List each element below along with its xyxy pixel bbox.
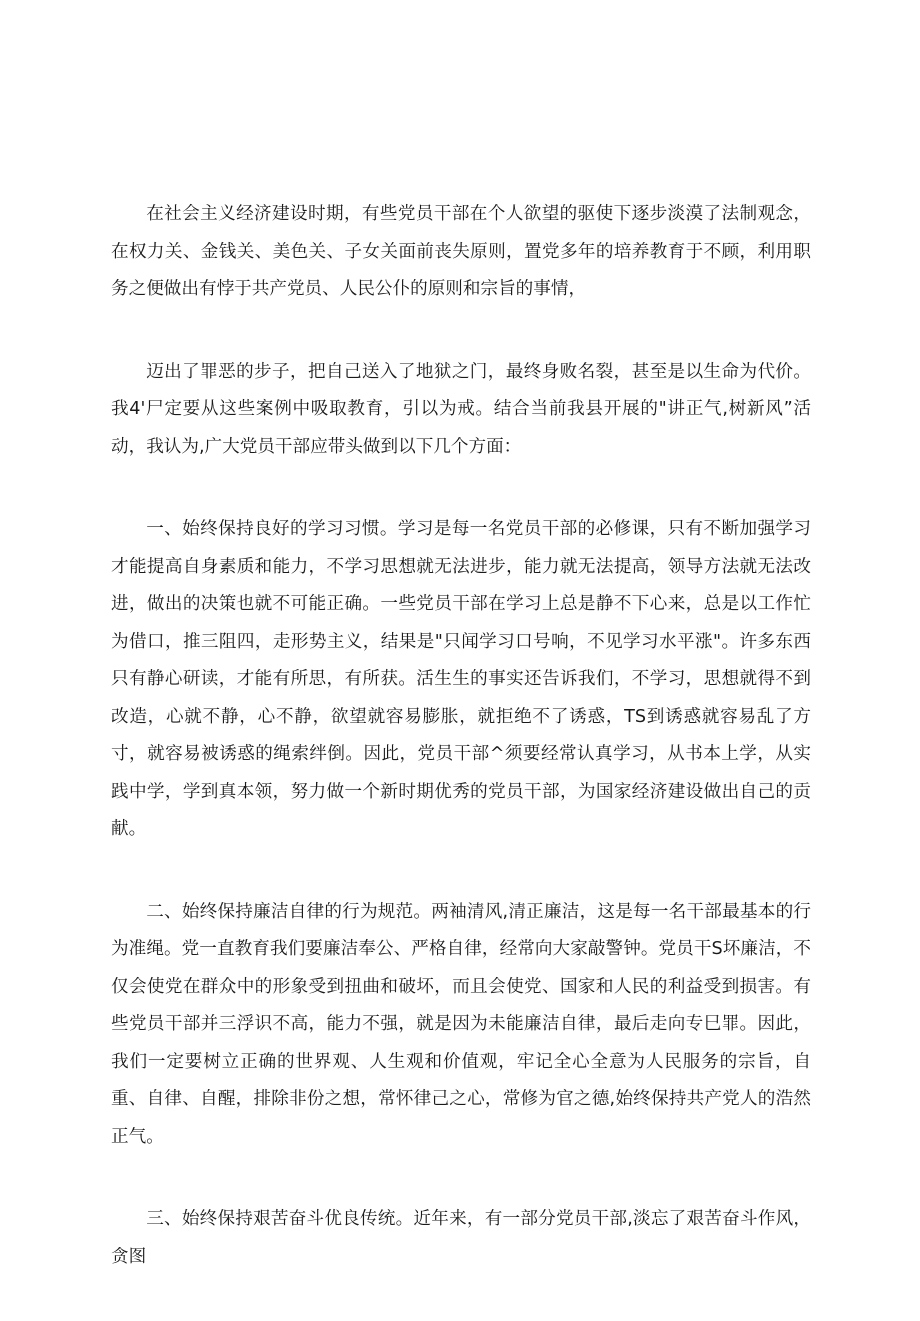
paragraph-5: 三、始终保持艰苦奋斗优良传统。近年来，有一部分党员干部,淡忘了艰苦奋斗作风，贪图 bbox=[111, 1209, 811, 1267]
document-body bbox=[111, 196, 811, 1321]
paragraph-3: 一、始终保持良好的学习习惯。学习是每一名党员干部的必修课，只有不断加强学习才能提高自身素质和能力，不学习思想就无法进步，能力就无法提高，领导方法就无法改进，做出的决策也就不可能正确。一些党员干部在学习上总是静不下心来，总是以工作忙为借口，推三阻四，走形势主义，结果是"只闻学习口号响，不见学习水平涨"。许多东西只有静心研读，才能有所思，有所获。活生生的事实还告诉我们，不学习，思想就得不到改造，心就不静，心不静，欲望就容易膨胀，就拒绝不了诱惑，TS到诱惑就容易乱了方寸，就容易被诱惑的绳索绊倒。因此，党员干部^须要经常认真学习，从书本上学，从实践中学，学到真本领，努力做一个新时期优秀的党员干部，为国家经济建设做出自己的贡献。 bbox=[111, 519, 811, 839]
paragraph-4: 二、始终保持廉洁自律的行为规范。两袖清风,清正廉洁，这是每一名干部最基本的行为准绳。党一直教育我们要廉洁奉公、严格自律，经常向大家敲警钟。党员干S坏廉洁，不仅会使党在群众中的形象受到扭曲和破坏，而且会使党、国家和人民的利益受到损害。有些党员干部并三浮识不高，能力不强，就是因为未能廉洁自律，最后走向专巳罪。因此，我们一定要树立正确的世界观、人生观和价值观，牢记全心全意为人民服务的宗旨，自重、自律、自醒，排除非份之想，常怀律己之心，常修为官之德,始终保持共产党人的浩然正气。 bbox=[111, 901, 811, 1147]
paragraph-1: 在社会主义经济建设时期，有些党员干部在个人欲望的驱使下逐步淡漠了法制观念，在权力关、金钱关、美色关、子女关面前丧失原则，置党多年的培养教育于不顾，利用职务之便做出有悖于共产党员、人民公仆的原则和宗旨的事情， bbox=[111, 204, 811, 299]
paragraph-2: 迈出了罪恶的步子，把自己送入了地狱之门，最终身败名裂，甚至是以生命为代价。我4'尸定要从这些案例中吸取教育，引以为戒。结合当前我县开展的"讲正气,树新风”活动，我认为,广大党员干部应带头做到以下几个方面： bbox=[111, 361, 811, 457]
